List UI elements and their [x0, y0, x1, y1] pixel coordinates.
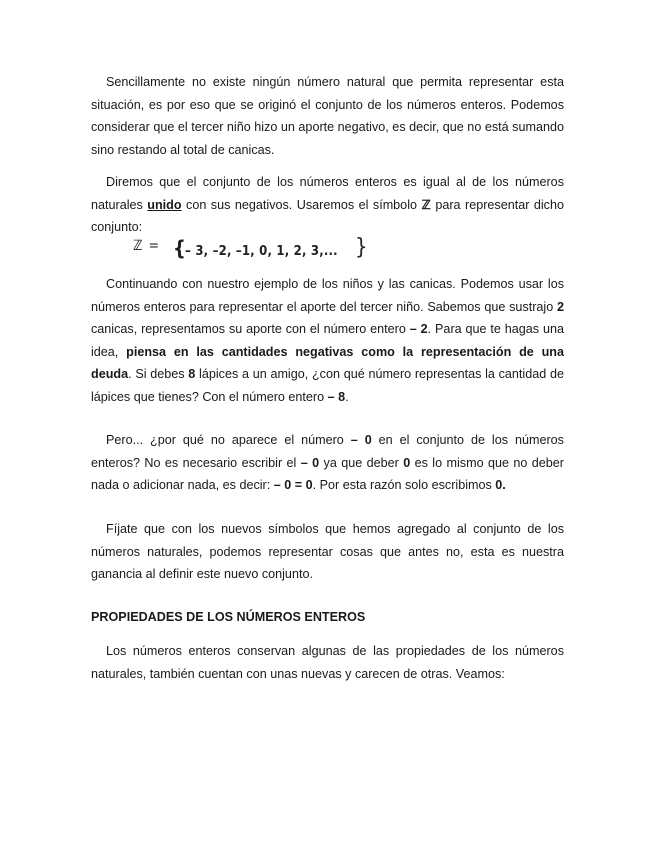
minus-zero-1: – 0	[350, 433, 372, 447]
number-minus-2: – 2	[409, 322, 428, 337]
number-2: 2	[556, 299, 564, 314]
number-minus-8: – 8	[327, 389, 346, 404]
paragraph-3-text-g: . Si debes	[128, 367, 189, 382]
paragraph-3-text-a: Continuando con nuestro ejemplo de los niños y las canicas. Podemos usar los números enteros para representar el aporte del tercer niño. Sabemos que sustrajo	[91, 277, 564, 314]
number-8: 8	[188, 367, 196, 382]
unido-emphasis: unido	[147, 197, 182, 212]
formula-close-brace: }	[355, 235, 368, 260]
paragraph-4-text-a: Pero... ¿por qué no aparece el número	[106, 433, 351, 447]
paragraph-2-text-e: para representar dicho conjunto:	[91, 197, 564, 235]
paragraph-6-text: Los números enteros conservan algunas de las propiedades de los números naturales, también cuentan con unas nuevas y carecen de otras. Veamos:	[91, 644, 564, 681]
paragraph-1-text: Sencillamente no existe ningún número natural que permita representar esta situación, es por eso que se originó el conjunto de los números enteros. Podemos considerar que el tercer niño hizo un aporte negativo, es decir, que no está sumando sino restando al total de canicas.	[91, 75, 564, 157]
paragraph-3-text-k: .	[345, 389, 349, 404]
paragraph-4-text-c: en el conjunto de los números enteros? No es necesario escribir el	[91, 433, 564, 470]
paragraph-2-text-a: Diremos que el conjunto de los números enteros es igual al de los números naturales	[91, 175, 564, 212]
formula-open-brace: {	[173, 236, 186, 260]
minus-zero-equals-zero: – 0 = 0	[273, 478, 313, 493]
paragraph-3-text-c: canicas, representamos su aporte con el número entero	[91, 322, 410, 337]
integer-set-formula	[133, 235, 393, 268]
debt-emphasis: piensa en las cantidades negativas como la representación de una deuda	[91, 344, 564, 382]
paragraph-2	[91, 171, 564, 239]
zero-final: 0.	[495, 478, 506, 493]
paragraph-3-text-i: lápices a un amigo, ¿con qué número representas la cantidad de lápices que tienes? Con el número entero	[91, 367, 564, 404]
formula-elements: – 3, –2, –1, 0, 1, 2, 3,...	[185, 244, 338, 259]
minus-zero-2: – 0	[300, 455, 320, 470]
paragraph-4	[91, 429, 564, 497]
paragraph-2-text-c: con sus negativos. Usaremos el símbolo	[181, 197, 422, 212]
paragraph-1	[91, 71, 564, 161]
paragraph-3-text-e: . Para que te hagas una idea,	[91, 322, 564, 359]
paragraph-4-text-i: . Por esta razón solo escribimos	[312, 478, 496, 493]
paragraph-5	[91, 518, 564, 586]
paragraph-3	[91, 273, 564, 409]
formula-z-symbol: ℤ	[133, 238, 143, 254]
paragraph-4-text-g: es lo mismo que no deber nada o adicionar nada, es decir:	[91, 455, 564, 493]
formula-equals: =	[148, 238, 160, 254]
paragraph-6	[91, 640, 564, 685]
paragraph-4-text-e: ya que deber	[319, 455, 404, 470]
section-heading: PROPIEDADES DE LOS NÚMEROS ENTEROS	[91, 610, 366, 624]
zero-bold: 0	[403, 455, 411, 470]
paragraph-5-text: Fíjate que con los nuevos símbolos que hemos agregado al conjunto de los números naturales, podemos representar cosas que antes no, esta es nuestra ganancia al definir este nuevo conjunto.	[91, 522, 564, 582]
integer-set-symbol: ℤ	[421, 197, 431, 212]
